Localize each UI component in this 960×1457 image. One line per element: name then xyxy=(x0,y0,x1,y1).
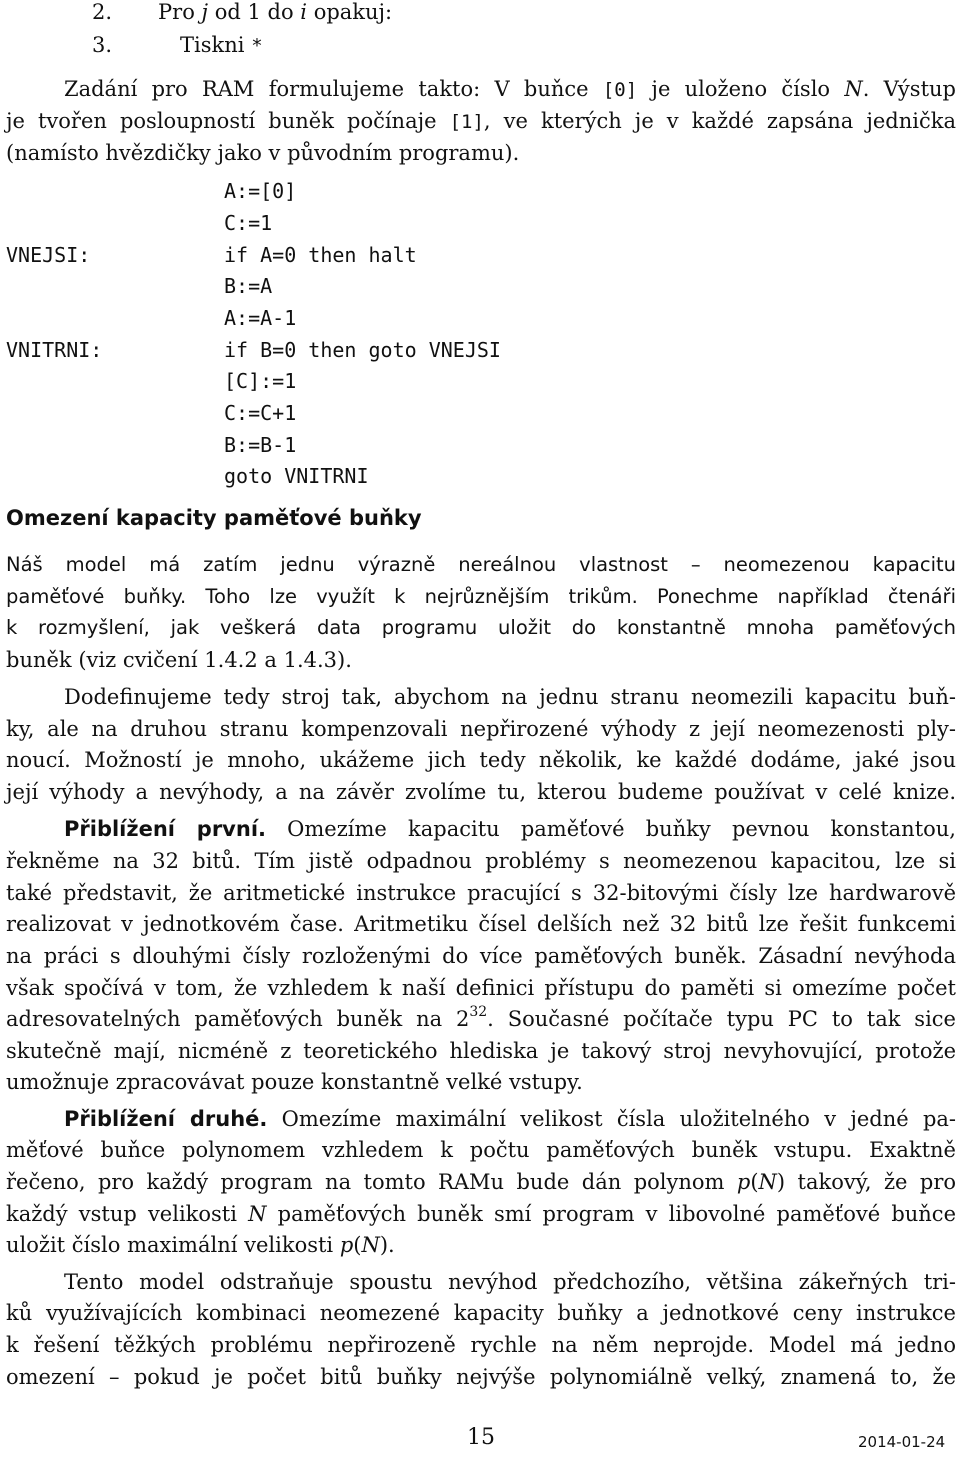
text: . Výstup xyxy=(862,77,956,101)
code-line: A:=[0] xyxy=(224,179,297,203)
text: paměťových buněk smí program v libovolné paměťové buňce xyxy=(266,1202,956,1226)
paragraph-line: její výhody a nevýhody, a na závěr zvolíme tu, kterou budeme používat v celé knize. xyxy=(6,780,956,804)
paragraph-line xyxy=(6,1104,956,1134)
text: řečeno, pro každý program na tomto RAMu bude dán polynom xyxy=(6,1170,737,1194)
paragraph-line: noucí. Možností je mnoho, ukážeme jich tedy několik, ke každé dodáme, jaké jsou xyxy=(6,748,956,772)
paragraph-line: ky, ale na druhou stranu kompenzovali nepřirozené výhody z její neomezenosti ply- xyxy=(6,717,956,741)
paragraph-line: k rozmyšlení, jak veškerá data programu uložit do konstantně mnoha paměťových xyxy=(6,616,956,639)
paragraph-line: na práci s dlouhými čísly rozloženými do více paměťových buněk. Zásadní nevýhoda xyxy=(6,944,956,968)
paragraph-line xyxy=(6,1167,956,1197)
list-text: opakuj: xyxy=(307,0,393,24)
list-item-3 xyxy=(92,30,263,61)
superscript: 32 xyxy=(469,1004,488,1020)
list-item-2 xyxy=(92,0,392,27)
code-line: if A=0 then halt xyxy=(224,243,417,267)
paragraph-line xyxy=(6,814,956,844)
paragraph-line: k řešení těžkých problému nepřirozeně rychle na něm neprojde. Model má jedno xyxy=(6,1333,956,1357)
var-N: N xyxy=(248,1202,267,1226)
list-text: Pro xyxy=(158,0,202,24)
text: , ve kterých je v každé zapsána jednička xyxy=(483,109,956,133)
paragraph-title: Přiblížení druhé. xyxy=(64,1107,268,1131)
page-number: 15 xyxy=(467,1425,495,1450)
text: ( xyxy=(353,1233,362,1257)
text: Omezíme maximální velikost čísla uložitelného v jedné pa- xyxy=(267,1107,957,1131)
var-j: j xyxy=(201,0,209,24)
code-line: goto VNITRNI xyxy=(224,464,369,488)
text: je uloženo číslo xyxy=(637,77,845,101)
code-line: [C]:=1 xyxy=(224,369,297,393)
list-text: od 1 do xyxy=(208,0,301,24)
intro-line-1 xyxy=(6,74,956,105)
text: Zadání pro RAM formulujeme takto: V buňce xyxy=(64,77,603,101)
paragraph-line: řekněme na 32 bitů. Tím jistě odpadnou problémy s neomezenou kapacitou, lze si xyxy=(6,849,956,873)
paragraph-line: ků využívajících kombinaci neomezené kapacity buňky a jednotkové ceny instrukce xyxy=(6,1301,956,1325)
paragraph-line xyxy=(6,1230,956,1260)
text: ( xyxy=(750,1170,759,1194)
paragraph-line: Tento model odstraňuje spoustu nevýhod předchozího, většina zákeřných tri- xyxy=(64,1270,956,1294)
paragraph-line: Dodefinujeme tedy stroj tak, abychom na jednu stranu neomezili kapacitu buň- xyxy=(64,685,956,709)
text: ). xyxy=(379,1233,395,1257)
var-p: p xyxy=(339,1233,354,1257)
paragraph-line: však spočívá v tom, že vzhledem k naší definici přístupu do paměti si omezíme počet xyxy=(6,976,956,1000)
paragraph-line: skutečně mají, nicméně z teoretického hlediska je takový stroj nevyhovující, protože xyxy=(6,1039,956,1063)
paragraph-line: realizovat v jednotkovém čase. Aritmetiku čísel delších než 32 bitů lze řešit funkcemi xyxy=(6,912,956,936)
text: adresovatelných paměťových buněk na 2 xyxy=(6,1007,470,1031)
intro-line-2 xyxy=(6,106,956,137)
code-inline: * xyxy=(251,35,263,57)
code-label-inner: VNITRNI: xyxy=(6,338,103,362)
paragraph-line: Náš model má zatím jednu výrazně nereálnou vlastnost – neomezenou kapacitu xyxy=(6,553,956,576)
paragraph-line xyxy=(6,1199,956,1229)
code-inline: [1] xyxy=(449,111,484,133)
paragraph-line xyxy=(6,1004,956,1034)
paragraph-line: umožnuje zpracovávat pouze konstantně velké vstupy. xyxy=(6,1070,583,1094)
var-N: N xyxy=(844,77,863,101)
paragraph-line: paměťové buňky. Toho lze využít k nejrůznějším trikům. Ponechme například čtenáři xyxy=(6,585,956,608)
code-label-outer: VNEJSI: xyxy=(6,243,91,267)
paragraph-title: Přiblížení první. xyxy=(64,817,266,841)
list-number: 3. xyxy=(92,33,113,57)
var-p: p xyxy=(736,1170,751,1194)
code-line: B:=A xyxy=(224,274,273,298)
paragraph-line: omezení – pokud je počet bitů buňky nejvýše polynomiálně velký, znamená to, že xyxy=(6,1365,956,1389)
footer-date: 2014-01-24 xyxy=(858,1433,946,1451)
text: ) takový, že pro xyxy=(776,1170,956,1194)
var-i: i xyxy=(300,0,308,24)
text: každý vstup velikosti xyxy=(6,1202,249,1226)
code-line: A:=A-1 xyxy=(224,306,297,330)
section-heading: Omezení kapacity paměťové buňky xyxy=(6,506,422,530)
text: je tvořen posloupností buněk počínaje xyxy=(6,109,450,133)
paragraph-line: měťové buňce polynomem vzhledem k počtu paměťových buněk vstupu. Exaktně xyxy=(6,1138,956,1162)
paragraph-line: buněk (viz cvičení 1.4.2 a 1.4.3). xyxy=(6,648,352,672)
paragraph-line: také představit, že aritmetické instrukce pracující s 32-bitovými čísly lze hardwarově xyxy=(6,881,956,905)
code-line: C:=1 xyxy=(224,211,273,235)
var-N: N xyxy=(361,1233,380,1257)
text: uložit číslo maximální velikosti xyxy=(6,1233,340,1257)
list-text: Tiskni xyxy=(180,33,252,57)
code-line: B:=B-1 xyxy=(224,433,297,457)
code-line: C:=C+1 xyxy=(224,401,297,425)
text: Omezíme kapacitu paměťové buňky pevnou konstantou, xyxy=(266,817,956,841)
intro-line-3: (namísto hvězdičky jako v původním programu). xyxy=(6,141,520,165)
text: . Současné počítače typu PC to tak sice xyxy=(487,1007,956,1031)
list-number: 2. xyxy=(92,0,113,24)
code-line: if B=0 then goto VNEJSI xyxy=(224,338,501,362)
var-N: N xyxy=(758,1170,777,1194)
code-inline: [0] xyxy=(602,79,638,101)
